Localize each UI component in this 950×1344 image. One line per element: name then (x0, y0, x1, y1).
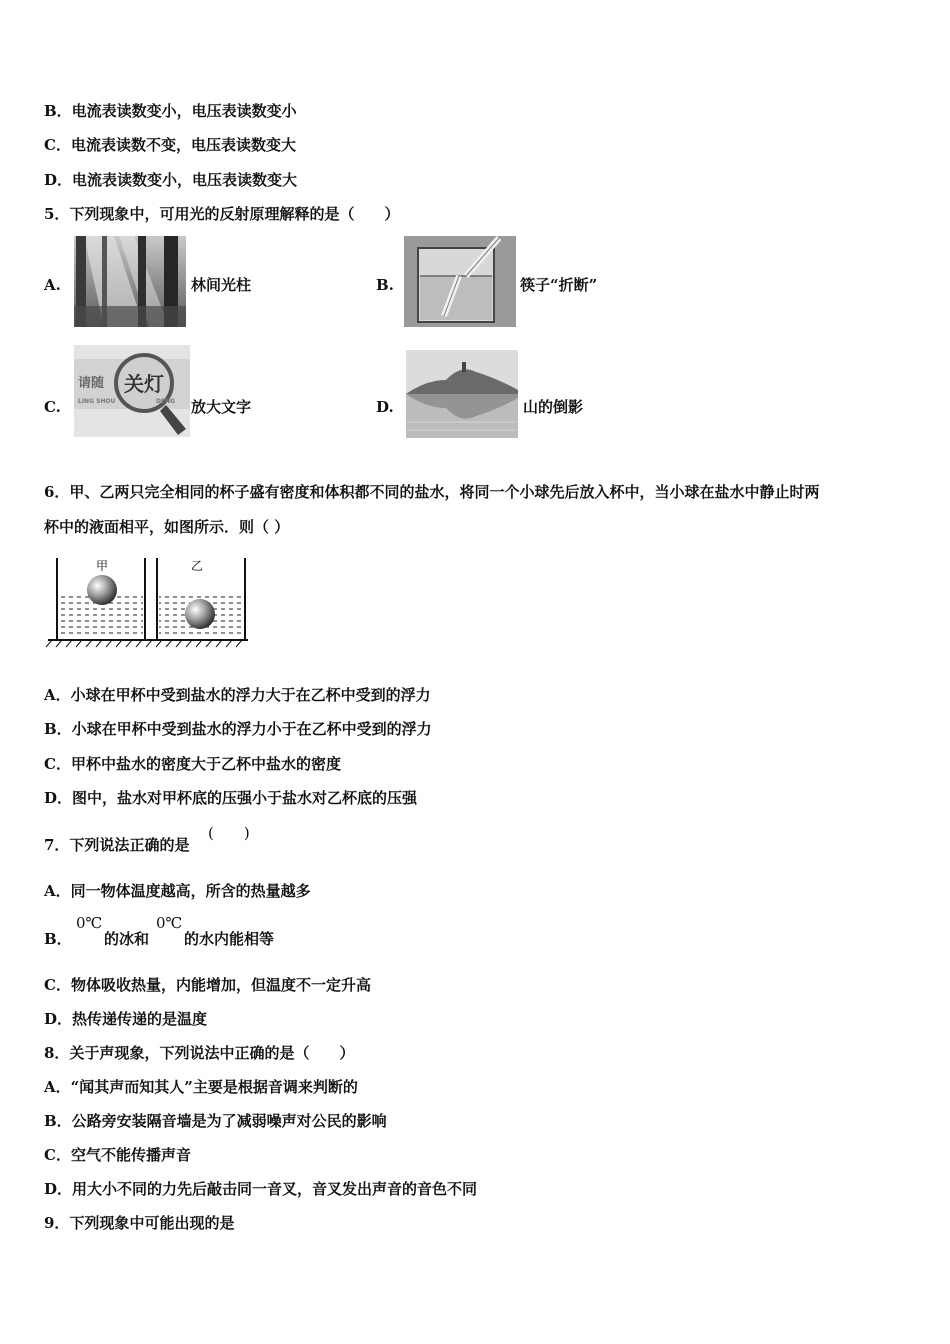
chopstick-in-glass-photo (404, 236, 516, 327)
sign-text-small-2: DENG (156, 398, 176, 405)
q8-option-c: C．空气不能传播声音 (44, 1146, 191, 1164)
q8-option-a: A．“闻其声而知其人”主要是根据音调来判断的 (44, 1078, 358, 1096)
q9-stem: 9．下列现象中可能出现的是 (44, 1214, 235, 1232)
q7-temp-ice: 0℃ (76, 914, 103, 932)
q7-option-d: D．热传递传递的是温度 (44, 1010, 208, 1028)
q5-option-c-caption: 放大文字 (191, 398, 252, 416)
q5-stem: 5．下列现象中，可用光的反射原理解释的是（ ） (44, 205, 400, 223)
q6-option-c: C．甲杯中盐水的密度大于乙杯中盐水的密度 (44, 755, 341, 773)
q6-stem-line-2: 杯中的液面相平，如图所示．则（ ） (44, 518, 290, 536)
cup-label-jia: 甲 (96, 559, 109, 573)
sign-text-magnified: 关灯 (124, 372, 164, 396)
q8-option-d: D．用大小不同的力先后敲击同一音叉，音叉发出声音的音色不同 (44, 1180, 478, 1198)
q8-stem: 8．关于声现象，下列说法中正确的是（ ） (44, 1044, 355, 1062)
q7-option-b-mid: 的冰和 (104, 930, 150, 948)
q7-option-b-prefix: B． (44, 930, 72, 948)
magnifier-sign-photo (74, 345, 190, 437)
q6-option-d: D．图中，盐水对甲杯底的压强小于盐水对乙杯底的压强 (44, 789, 418, 807)
two-cups-figure (44, 552, 250, 650)
q5-option-a-letter: A. (44, 276, 61, 294)
q7-option-a: A．同一物体温度越高，所含的热量越多 (44, 882, 311, 900)
sign-text-left: 请随 (78, 376, 105, 391)
q5-option-c-letter: C. (44, 398, 61, 416)
q5-option-d-letter: D. (376, 398, 394, 416)
q7-option-b-suffix: 的水内能相等 (184, 930, 275, 948)
q5-option-d-caption: 山的倒影 (523, 398, 584, 416)
q8-option-b: B．公路旁安装隔音墙是为了减弱噪声对公民的影响 (44, 1112, 387, 1130)
q7-bracket: ( ) (208, 824, 250, 842)
mountain-reflection-photo (406, 350, 518, 438)
q4-option-b: B．电流表读数变小，电压表读数变小 (44, 102, 297, 120)
sign-text-small: LING SHOU (78, 398, 116, 405)
q6-option-a: A．小球在甲杯中受到盐水的浮力大于在乙杯中受到的浮力 (44, 686, 431, 704)
q4-option-c: C．电流表读数不变，电压表读数变大 (44, 136, 296, 154)
q5-option-b-caption: 筷子“折断” (520, 276, 598, 294)
q7-option-c: C．物体吸收热量，内能增加，但温度不一定升高 (44, 976, 371, 994)
q6-option-b: B．小球在甲杯中受到盐水的浮力小于在乙杯中受到的浮力 (44, 720, 432, 738)
cup-label-yi: 乙 (191, 559, 204, 573)
q5-option-a-caption: 林间光柱 (191, 276, 252, 294)
forest-light-photo (74, 236, 186, 327)
q4-option-d: D．电流表读数变小，电压表读数变大 (44, 171, 298, 189)
q7-stem: 7．下列说法正确的是 (44, 836, 190, 854)
q5-option-b-letter: B. (376, 276, 394, 294)
q7-temp-water: 0℃ (156, 914, 183, 932)
q6-stem-line-1: 6．甲、乙两只完全相同的杯子盛有密度和体积都不同的盐水，将同一个小球先后放入杯中，当小球在盐水中静止时两 (44, 483, 820, 501)
